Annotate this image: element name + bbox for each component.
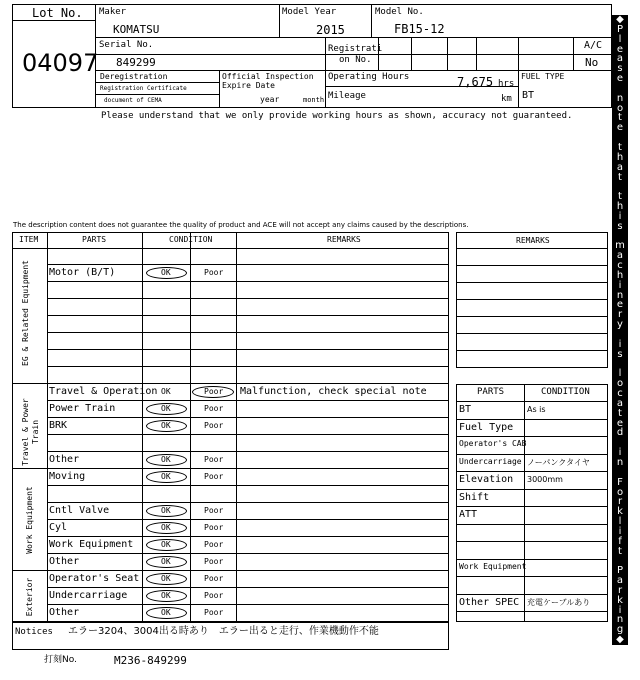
poor-label: Poor (204, 591, 224, 600)
sidebar-char: P (616, 23, 624, 35)
part-label: Operator's Seat (49, 573, 140, 584)
divider (371, 4, 372, 37)
poor-label: Poor (204, 421, 224, 430)
ok-circle (146, 505, 187, 517)
sidebar-char: n (616, 92, 624, 104)
poor-label: Poor (204, 557, 224, 566)
divider (95, 70, 612, 71)
divider (47, 298, 449, 299)
divider (95, 94, 219, 95)
sidebar-char: n (616, 614, 624, 626)
remark-text: Malfunction, check special note (240, 386, 427, 397)
right-part-label: Operator's CAB (459, 439, 527, 448)
right-condition-value: As is (527, 405, 546, 414)
ok-label: OK (161, 523, 171, 532)
registration-certificate-label: Registration Certificate (100, 85, 187, 92)
sidebar-char: e (616, 417, 624, 429)
part-label: Undercarriage (49, 590, 128, 601)
sidebar-char: s (617, 63, 623, 75)
divider (47, 332, 449, 333)
model-no-value: FB15-12 (394, 22, 445, 36)
ok-label: OK (161, 608, 171, 617)
divider (456, 333, 608, 334)
sidebar-char: t (618, 191, 622, 203)
ok-circle (146, 539, 187, 551)
sidebar-char: n (616, 289, 624, 301)
divider (47, 485, 449, 486)
model-no-label: Model No. (375, 7, 424, 17)
divider (47, 315, 449, 316)
fuel-type-label: FUEL TYPE (521, 72, 565, 81)
poor-label: Poor (204, 455, 224, 464)
divider (456, 282, 608, 283)
part-label: Moving (49, 471, 86, 482)
divider (47, 281, 449, 282)
right-remarks-box (456, 232, 608, 368)
sidebar-char: s (617, 348, 623, 360)
poor-label: Poor (204, 387, 224, 396)
sidebar-char: h (616, 201, 624, 213)
ok-label: OK (161, 574, 171, 583)
divider (47, 366, 449, 367)
ok-circle (146, 556, 187, 568)
ok-circle (146, 420, 187, 432)
operating-hours-value: 7,675 (457, 75, 494, 89)
sidebar-char: i (618, 447, 622, 459)
divider (95, 82, 219, 83)
divider (524, 384, 525, 622)
divider (456, 576, 608, 577)
poor-label: Poor (204, 574, 224, 583)
section-divider (12, 468, 449, 469)
location-sidebar (612, 15, 628, 645)
ok-circle (146, 607, 187, 619)
section-divider (12, 383, 449, 384)
divider (456, 559, 608, 560)
divider (456, 506, 608, 507)
right-part-label: Elevation (459, 474, 514, 485)
sidebar-char: r (617, 309, 623, 321)
serial-value: 849299 (116, 56, 156, 69)
divider (47, 349, 449, 350)
sidebar-char: e (616, 43, 624, 55)
poor-label: Poor (204, 506, 224, 515)
divider (47, 434, 449, 435)
lot-label: Lot No. (32, 6, 83, 20)
sidebar-char: t (618, 171, 622, 183)
sidebar-char: a (616, 250, 624, 262)
hrs-unit: hrs (498, 79, 515, 89)
sidebar-char: ◆ (616, 634, 624, 646)
divider (456, 471, 608, 472)
divider (456, 350, 608, 351)
sidebar-char: s (617, 220, 623, 232)
divider (12, 248, 449, 249)
divider (47, 621, 449, 622)
divider (456, 265, 608, 266)
divider (47, 502, 449, 503)
divider (456, 401, 608, 402)
divider (279, 4, 280, 37)
right-parts-table (456, 384, 608, 622)
ac-value: No (585, 56, 599, 69)
cema-label: document of CEMA (104, 97, 162, 104)
divider (456, 489, 608, 490)
sidebar-char: l (618, 368, 622, 380)
inspection-label: Expire Date (222, 81, 275, 90)
divider (456, 248, 608, 249)
sidebar-char: r (617, 496, 623, 508)
right-condition-header: CONDITION (541, 387, 590, 397)
divider (456, 419, 608, 420)
divider (456, 594, 608, 595)
divider (47, 451, 449, 452)
divider (325, 70, 326, 108)
year-label: year (260, 95, 280, 104)
registration-label: on No. (339, 55, 372, 65)
ok-label: OK (161, 472, 171, 481)
ac-label: A/C (584, 40, 603, 51)
poor-label: Poor (204, 404, 224, 413)
divider (456, 611, 608, 612)
ok-circle (146, 573, 187, 585)
sidebar-char: h (616, 151, 624, 163)
notices-label: Notices (15, 627, 53, 637)
sidebar-char: t (618, 141, 622, 153)
header-parts: PARTS (82, 235, 107, 244)
ok-label: OK (161, 387, 171, 396)
sidebar-char: P (616, 565, 624, 577)
section-title-work: Work Equipment (25, 486, 34, 554)
section-divider (12, 570, 449, 571)
divider (456, 524, 608, 525)
right-part-label: BT (459, 404, 472, 415)
ok-label: OK (161, 557, 171, 566)
sidebar-char: o (616, 102, 624, 114)
sidebar-char: e (616, 73, 624, 85)
poor-label: Poor (204, 523, 224, 532)
part-label: Power Train (49, 403, 116, 414)
part-label: Cyl (49, 522, 68, 533)
section-title-exterior: Exterior (25, 577, 34, 617)
ok-label: OK (161, 421, 171, 430)
sidebar-char: o (616, 486, 624, 498)
sidebar-char: h (616, 269, 624, 281)
sidebar-char: y (617, 319, 623, 331)
sidebar-char: ◆ (616, 14, 624, 25)
km-unit: km (501, 94, 512, 104)
divider (47, 587, 449, 588)
right-part-label: Shift (459, 491, 490, 503)
section-title-travel: Train (31, 419, 40, 445)
ok-label: OK (161, 540, 171, 549)
right-condition-value: ノーパンクタイヤ (527, 457, 590, 467)
sidebar-char: t (618, 545, 622, 557)
sidebar-char: c (617, 260, 623, 272)
header-remarks: REMARKS (327, 235, 361, 244)
fuel-type-value: BT (522, 90, 535, 101)
sidebar-char: k (617, 506, 623, 518)
sidebar-char: d (616, 427, 624, 439)
divider (456, 299, 608, 300)
sidebar-char: c (617, 388, 623, 400)
deregistration-label: Deregistration (100, 72, 168, 81)
section-title-eg: EG & Related Equipment (21, 260, 30, 366)
inspection-label: Official Inspection (222, 72, 314, 81)
divider (219, 70, 220, 108)
part-label: Travel & Operation (49, 386, 158, 397)
sidebar-char: i (618, 279, 622, 291)
part-label: Other (49, 454, 80, 465)
ok-label: OK (161, 591, 171, 600)
sidebar-char: o (616, 378, 624, 390)
section-title-travel: Travel & Power (21, 398, 30, 466)
maker-label: Maker (99, 7, 127, 17)
divider (47, 232, 48, 622)
part-label: Other (49, 556, 80, 567)
header-condition: CONDITION (169, 235, 213, 244)
ok-label: OK (161, 404, 171, 413)
stamp-label: 打刻No. (44, 655, 77, 665)
sidebar-char: l (618, 33, 622, 45)
right-part-label: Fuel Type (459, 421, 514, 433)
divider (456, 316, 608, 317)
sidebar-char: i (618, 604, 622, 616)
ok-circle (146, 590, 187, 602)
sidebar-char: e (616, 299, 624, 311)
part-label: Cntl Valve (49, 505, 110, 516)
sidebar-char: i (618, 525, 622, 537)
model-year-value: 2015 (316, 23, 345, 37)
part-label: Other (49, 607, 80, 618)
ok-label: OK (161, 268, 171, 277)
divider (190, 232, 191, 622)
part-label: BRK (49, 420, 68, 431)
lot-number: 04097 (22, 49, 99, 77)
month-label: month (303, 96, 325, 104)
poor-label: Poor (204, 540, 224, 549)
ok-circle (146, 471, 187, 483)
divider (47, 519, 449, 520)
sidebar-char: n (616, 456, 624, 468)
notices-value: エラー3204、3004出る時あり エラー出ると走行、作業機動作不能 (68, 626, 379, 637)
serial-label: Serial No. (99, 40, 154, 50)
sidebar-char: F (617, 476, 623, 488)
disclaimer: The description content does not guarantee the quality of product and ACE will not accept any claims caused by the descriptions. (13, 221, 469, 229)
right-part-label: Work Equipment (459, 561, 527, 571)
divider (411, 37, 412, 70)
right-parts-header: PARTS (477, 387, 505, 397)
right-condition-value: 充電ケーブルあり (527, 597, 591, 607)
sidebar-char: a (616, 397, 624, 409)
right-part-label: ATT (459, 509, 478, 520)
divider (47, 604, 449, 605)
sidebar-char: g (616, 624, 624, 636)
sidebar-char: t (618, 407, 622, 419)
mileage-label: Mileage (328, 91, 366, 101)
ok-circle (146, 522, 187, 534)
part-label: Work Equipment (49, 539, 134, 550)
divider (518, 37, 519, 70)
poor-label: Poor (204, 268, 224, 277)
hours-notice: Please understand that we only provide working hours as shown, accuracy not guaranteed. (101, 111, 573, 121)
divider (47, 264, 449, 265)
divider (456, 436, 608, 437)
part-label: Motor (B/T) (49, 267, 116, 278)
ok-circle (146, 403, 187, 415)
divider (456, 454, 608, 455)
sidebar-char: i (618, 338, 622, 350)
sidebar-char: a (616, 575, 624, 587)
poor-circle (192, 386, 234, 398)
header-item: ITEM (19, 235, 39, 244)
divider (47, 536, 449, 537)
divider (47, 400, 449, 401)
right-part-label: Other SPEC (459, 596, 520, 608)
sidebar-char: a (616, 53, 624, 65)
divider (236, 232, 237, 622)
divider (456, 541, 608, 542)
divider (447, 37, 448, 70)
divider (325, 37, 326, 70)
sidebar-char: m (615, 240, 625, 252)
maker-value: KOMATSU (113, 23, 160, 36)
sidebar-char: e (616, 122, 624, 134)
divider (95, 37, 612, 38)
ok-label: OK (161, 506, 171, 515)
sidebar-char: k (617, 594, 623, 606)
divider (47, 553, 449, 554)
divider (12, 20, 95, 21)
poor-label: Poor (204, 608, 224, 617)
sidebar-char: i (618, 210, 622, 222)
sidebar-char: a (616, 161, 624, 173)
divider (476, 37, 477, 70)
divider (518, 70, 519, 108)
sidebar-char: t (618, 112, 622, 124)
model-year-label: Model Year (282, 7, 337, 17)
sidebar-char: f (618, 535, 622, 547)
divider (573, 37, 574, 70)
right-remarks-header: REMARKS (516, 236, 550, 245)
right-part-label: Undercarriage (459, 456, 522, 466)
poor-label: Poor (204, 472, 224, 481)
ok-label: OK (161, 455, 171, 464)
divider (142, 232, 143, 622)
sidebar-char: l (618, 516, 622, 528)
divider (47, 417, 449, 418)
sidebar-char: r (617, 584, 623, 596)
operating-hours-label: Operating Hours (328, 72, 410, 82)
ok-circle (146, 267, 187, 279)
registration-label: Registrati (328, 44, 383, 54)
right-condition-value: 3000mm (527, 475, 563, 484)
stamp-value: M236-849299 (114, 654, 187, 667)
ok-circle (146, 454, 187, 466)
